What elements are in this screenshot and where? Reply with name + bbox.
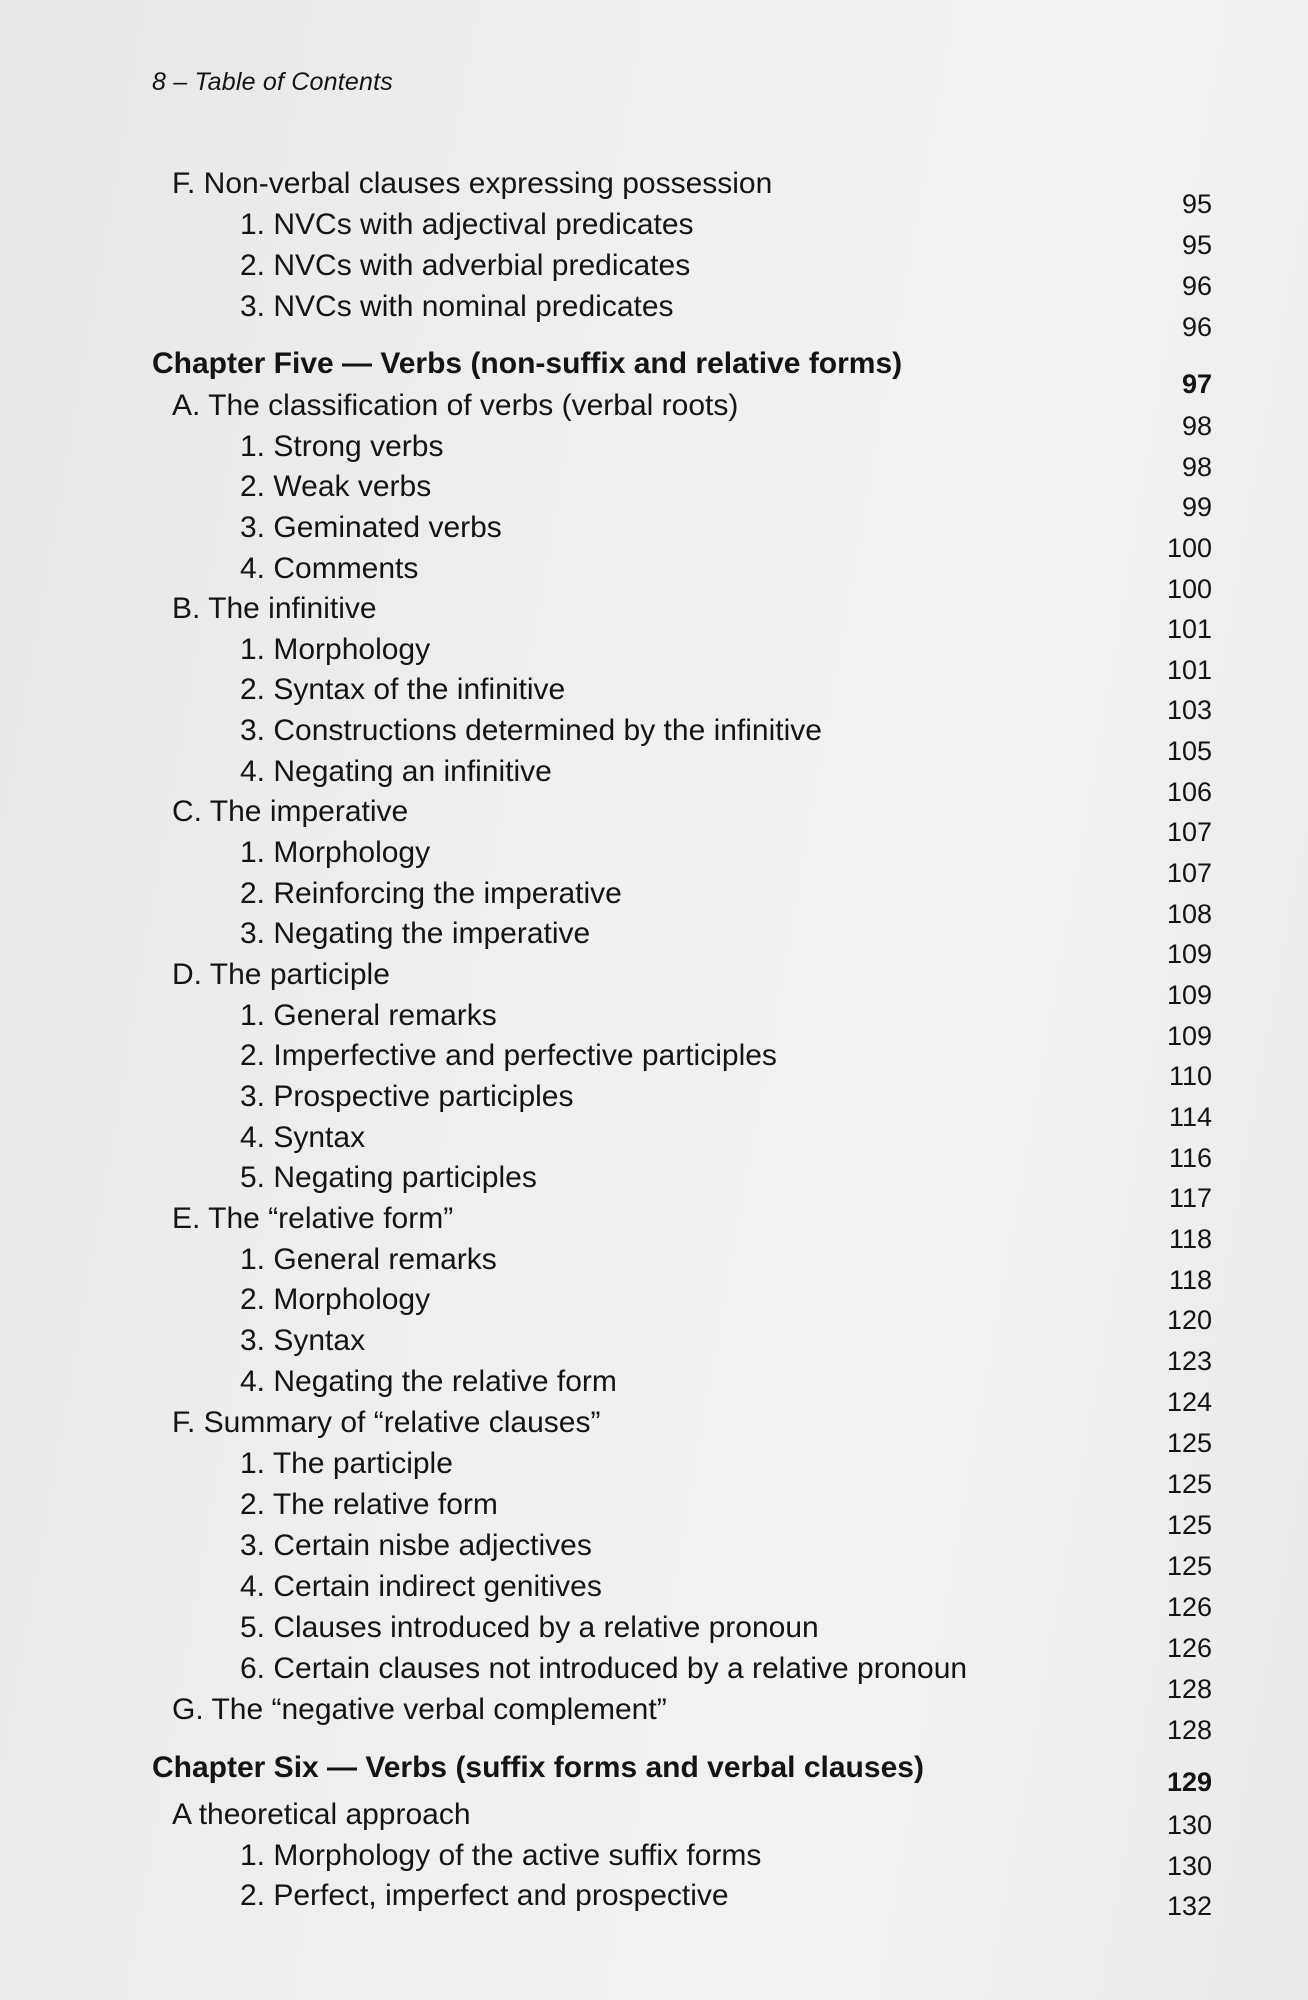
toc-entry-title: 1. General remarks: [240, 999, 497, 1032]
toc-page-number: 95: [1181, 230, 1212, 260]
toc-chapter-title: Chapter Five — Verbs (non-suffix and relative forms): [152, 347, 903, 380]
toc-entry-title: 1. Morphology: [240, 633, 431, 666]
toc-entry-title: 3. Negating the imperative: [240, 917, 591, 950]
toc-entry-title: B. The infinitive: [172, 592, 377, 625]
toc-page-number: 96: [1181, 312, 1212, 342]
toc-page-number: 96: [1181, 271, 1212, 301]
toc-entry-title: 1. General remarks: [240, 1243, 497, 1276]
running-head: 8 – Table of Contents: [152, 68, 393, 96]
toc-page-number: 107: [1166, 817, 1212, 847]
toc-page-number: 109: [1166, 939, 1212, 969]
toc-entry-title: D. The participle: [172, 958, 390, 991]
toc-entry-title: 4. Negating an infinitive: [240, 755, 552, 788]
toc-entry-title: A theoretical approach: [172, 1798, 471, 1831]
toc-page-number: 125: [1166, 1428, 1212, 1458]
toc-page-number: 108: [1166, 899, 1212, 929]
toc-page-number: 98: [1181, 411, 1212, 441]
toc-entry-title: 3. Prospective participles: [240, 1080, 574, 1113]
toc-page-number: 97: [1181, 369, 1212, 399]
toc-entry-title: A. The classification of verbs (verbal roots): [172, 389, 739, 422]
toc-entry-title: 2. The relative form: [240, 1488, 498, 1521]
toc-entry-title: 1. Morphology of the active suffix forms: [240, 1839, 762, 1872]
toc-page-number: 126: [1166, 1592, 1212, 1622]
toc-entry-title: 1. The participle: [240, 1447, 453, 1480]
toc-page-number: 129: [1166, 1767, 1212, 1797]
toc-entry-title: 1. Morphology: [240, 836, 431, 869]
toc-page-number: 114: [1168, 1102, 1212, 1132]
toc-entry-title: 6. Certain clauses not introduced by a relative pronoun: [240, 1652, 968, 1685]
toc-entry-title: F. Summary of “relative clauses”: [172, 1406, 601, 1439]
toc-page-number: 98: [1181, 452, 1212, 482]
toc-page-number: 109: [1166, 1021, 1212, 1051]
toc-page-number: 107: [1166, 858, 1212, 888]
toc-entry-title: 5. Negating participles: [240, 1161, 537, 1194]
toc-page-number: 132: [1166, 1891, 1212, 1921]
toc-entry-title: 1. Strong verbs: [240, 430, 444, 463]
toc-entry-title: 4. Negating the relative form: [240, 1365, 617, 1398]
toc-page-number: 99: [1181, 492, 1212, 522]
toc-page-number: 116: [1168, 1143, 1212, 1173]
toc-entry-title: 2. Syntax of the infinitive: [240, 673, 566, 706]
toc-entry-title: 4. Certain indirect genitives: [240, 1570, 602, 1603]
toc-entry-title: 1. NVCs with adjectival predicates: [240, 208, 694, 241]
toc-entry-title: 2. Morphology: [240, 1283, 431, 1316]
toc-page-number: 126: [1166, 1633, 1212, 1663]
toc-entry-title: 3. Syntax: [240, 1324, 366, 1357]
toc-page-number: 123: [1166, 1346, 1212, 1376]
toc-entry-title: 3. NVCs with nominal predicates: [240, 290, 674, 323]
toc-entry-title: C. The imperative: [172, 795, 409, 828]
toc-page-number: 125: [1166, 1469, 1212, 1499]
toc-entry-title: 2. Perfect, imperfect and prospective: [240, 1879, 729, 1912]
toc-entry-title: 4. Comments: [240, 552, 419, 585]
toc-entry-title: 3. Constructions determined by the infinitive: [240, 714, 822, 747]
toc-page-number: 125: [1166, 1510, 1212, 1540]
toc-entry-title: 4. Syntax: [240, 1121, 366, 1154]
toc-page-number: 130: [1166, 1810, 1212, 1840]
toc-page-number: 124: [1166, 1387, 1212, 1417]
toc-entry-title: 2. Reinforcing the imperative: [240, 877, 622, 910]
toc-entry-title: 2. NVCs with adverbial predicates: [240, 249, 691, 282]
toc-entry-title: 2. Imperfective and perfective participles: [240, 1039, 777, 1072]
toc-page-number: 130: [1166, 1851, 1212, 1881]
toc-page-number: 101: [1166, 655, 1212, 685]
toc-entry-title: 3. Geminated verbs: [240, 511, 502, 544]
toc-page-number: 103: [1166, 695, 1212, 725]
toc-page-number: 110: [1168, 1061, 1212, 1091]
toc-page-number: 120: [1166, 1305, 1212, 1335]
toc-entry-title: 5. Clauses introduced by a relative pronoun: [240, 1611, 819, 1644]
toc-page-number: 118: [1168, 1224, 1212, 1254]
toc-page-number: 128: [1166, 1674, 1212, 1704]
toc-page-number: 95: [1181, 189, 1212, 219]
toc-page-number: 125: [1166, 1551, 1212, 1581]
toc-page-number: 105: [1166, 736, 1212, 766]
toc-page-number: 106: [1166, 777, 1212, 807]
toc-chapter-title: Chapter Six — Verbs (suffix forms and verbal clauses): [152, 1751, 924, 1784]
toc-page-number: 100: [1166, 533, 1212, 563]
toc-page-number: 128: [1166, 1715, 1212, 1745]
toc-entry-title: 2. Weak verbs: [240, 470, 432, 503]
toc-entry-title: E. The “relative form”: [172, 1202, 454, 1235]
toc-page-number: 117: [1168, 1183, 1212, 1213]
toc-entry-title: 3. Certain nisbe adjectives: [240, 1529, 592, 1562]
toc-page-number: 100: [1166, 574, 1212, 604]
toc-entry-title: F. Non-verbal clauses expressing possession: [172, 167, 773, 200]
toc-page-number: 109: [1166, 980, 1212, 1010]
toc-page-number: 101: [1166, 614, 1212, 644]
toc-page-number: 118: [1168, 1265, 1212, 1295]
toc-entry-title: G. The “negative verbal complement”: [172, 1693, 667, 1726]
